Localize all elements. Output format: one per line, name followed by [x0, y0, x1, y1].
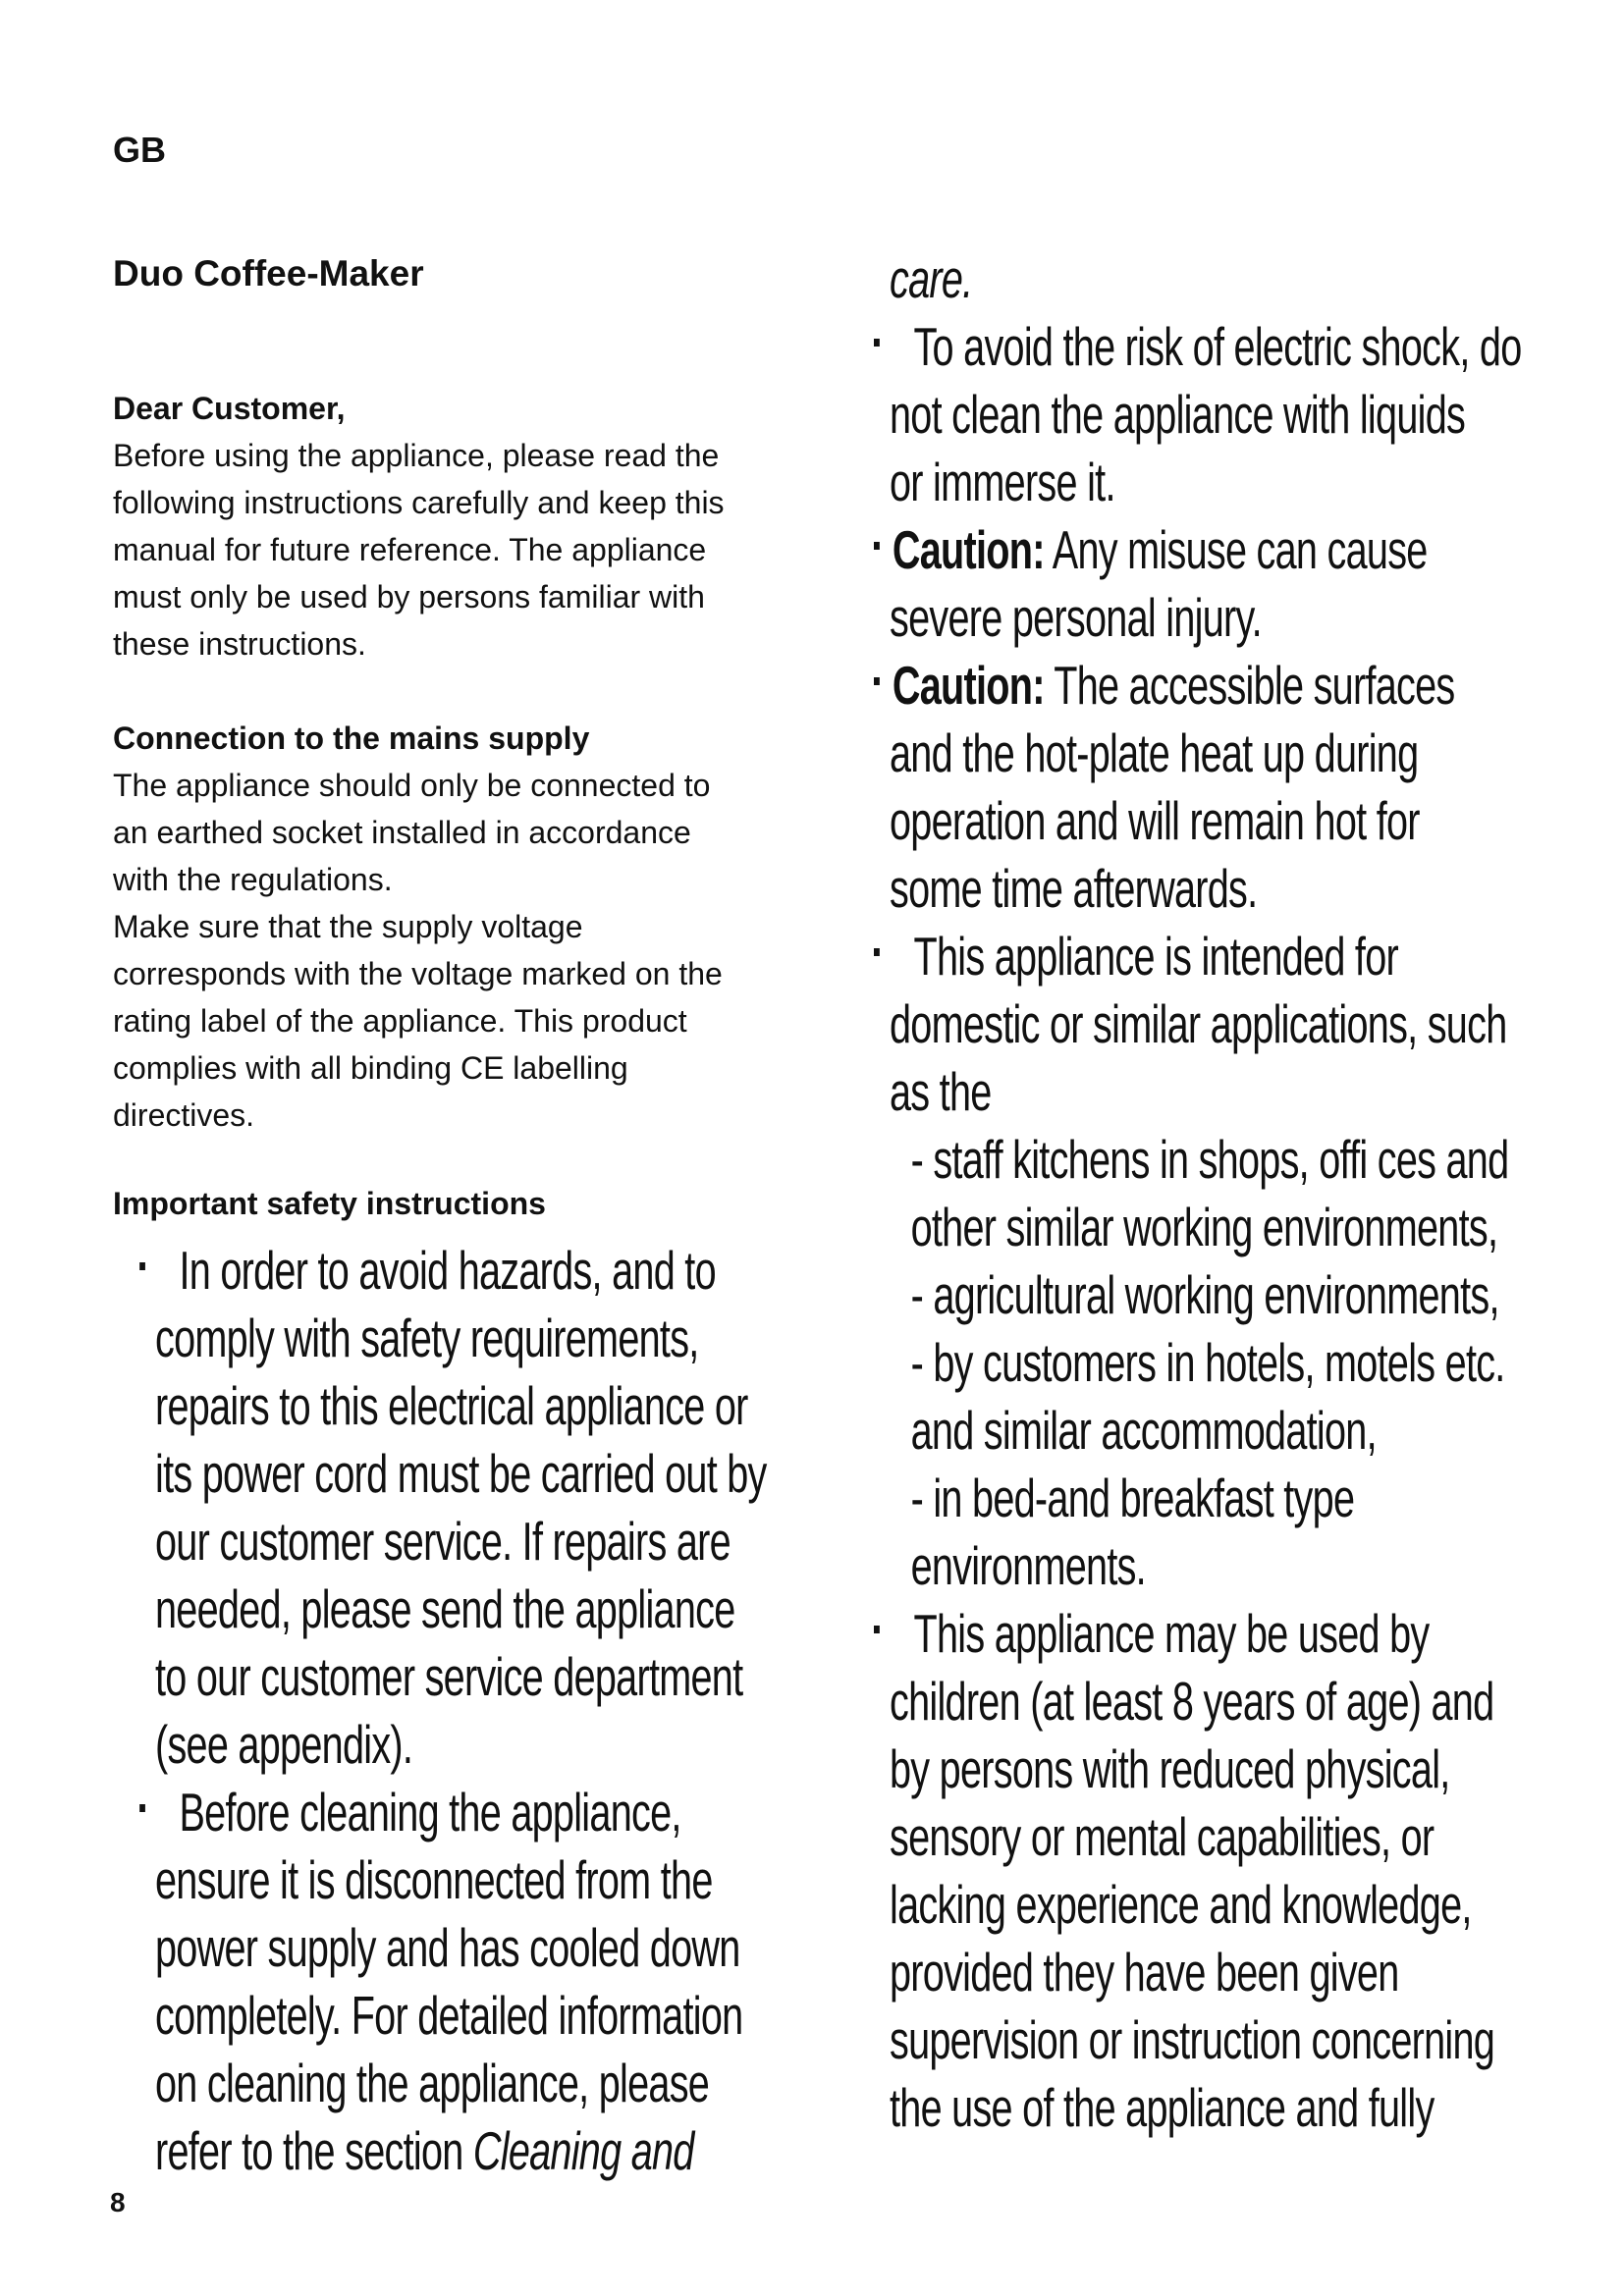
bullet-text: power supply and has cooled down — [155, 1917, 740, 1978]
greeting-section — [113, 385, 800, 667]
bullet-text: by persons with reduced physical, — [890, 1738, 1450, 1799]
mains-line: Make sure that the supply voltage — [113, 909, 583, 944]
sub-item: and similar accommodation, — [910, 1400, 1377, 1461]
bullet-text: ensure it is disconnected from the — [155, 1849, 713, 1910]
page-title: Duo Coffee-Maker — [113, 253, 424, 294]
mains-line: complies with all binding CE labelling — [113, 1050, 628, 1086]
bullet-text: refer to the section — [155, 2120, 473, 2181]
greeting-line: Before using the appliance, please read the — [113, 438, 720, 473]
bullet-dot-icon — [874, 542, 880, 550]
bullet-text: some time afterwards. — [890, 858, 1258, 919]
bullet-line — [890, 313, 1522, 381]
bullet-text: repairs to this electrical appliance or — [155, 1375, 748, 1436]
greeting-line: following instructions carefully and keep this — [113, 485, 725, 520]
bullet-line — [890, 516, 1522, 584]
safety-right-column — [890, 245, 1522, 2142]
bullet-dot-icon — [874, 677, 880, 685]
bullet-text: This appliance is intended for — [913, 926, 1398, 987]
bullet-text: children (at least 8 years of age) and — [890, 1671, 1494, 1732]
bullet-line — [890, 1600, 1522, 1668]
bullet-line — [155, 1779, 767, 1846]
sub-item: - staff kitchens in shops, offi ces and — [910, 1129, 1509, 1190]
bullet-text: severe personal injury. — [890, 587, 1262, 648]
mains-section — [113, 715, 800, 1139]
bullet-text: our customer service. If repairs are — [155, 1511, 731, 1572]
page-number: 8 — [110, 2187, 126, 2217]
greeting-line: must only be used by persons familiar with — [113, 579, 705, 614]
safety-bullet-1 — [155, 1237, 767, 2185]
mains-line: corresponds with the voltage marked on the — [113, 956, 723, 991]
sub-item: - agricultural working environments, — [910, 1264, 1499, 1325]
bullet-text: to our customer service department — [155, 1646, 743, 1707]
bullet-text: Before cleaning the appliance, — [179, 1782, 681, 1842]
bullet-dot-icon — [874, 948, 880, 956]
mains-heading: Connection to the mains supply — [113, 721, 590, 756]
bullet-text: or immerse it. — [890, 452, 1115, 512]
bullet-dot-icon — [139, 1804, 145, 1812]
bullet-text: operation and will remain hot for — [890, 790, 1420, 851]
bullet-text: In order to avoid hazards, and to — [179, 1240, 716, 1301]
bullet-text: its power cord must be carried out by — [155, 1443, 767, 1504]
bullet-text: This appliance may be used by — [913, 1603, 1430, 1664]
bullet-text: The accessible surfaces — [1054, 655, 1455, 716]
bullet-line — [155, 1237, 767, 1305]
mains-line: rating label of the appliance. This product — [113, 1003, 687, 1039]
bullet-text: sensory or mental capabilities, or — [890, 1806, 1435, 1867]
bullet-text: supervision or instruction concerning — [890, 2009, 1495, 2070]
country-code: GB — [113, 130, 166, 170]
bullet-dot-icon — [139, 1262, 145, 1270]
greeting-line: these instructions. — [113, 626, 366, 662]
bullet-line — [890, 923, 1522, 990]
bullet-text: needed, please send the appliance — [155, 1578, 735, 1639]
bullet-text: lacking experience and knowledge, — [890, 1874, 1472, 1935]
bullet-text: (see appendix). — [155, 1714, 413, 1775]
bullet-text: on cleaning the appliance, please — [155, 2053, 710, 2113]
mains-line: The appliance should only be connected to — [113, 768, 711, 803]
mains-line: with the regulations. — [113, 862, 393, 897]
mains-line: an earthed socket installed in accordance — [113, 815, 691, 850]
greeting-line: manual for future reference. The appliance — [113, 532, 707, 567]
caution-label: Caution: — [892, 655, 1045, 716]
bullet-text: To avoid the risk of electric shock, do — [913, 316, 1522, 377]
section-reference: care. — [890, 248, 973, 309]
safety-heading: Important safety instructions — [113, 1186, 546, 1221]
sub-item: - in bed-and breakfast type — [910, 1468, 1355, 1528]
bullet-dot-icon — [874, 1626, 880, 1633]
bullet-text — [890, 245, 1522, 313]
bullet-text: not clean the appliance with liquids — [890, 384, 1466, 445]
bullet-line — [890, 652, 1522, 720]
bullet-text: as the — [890, 1061, 992, 1122]
bullet-dot-icon — [874, 339, 880, 347]
bullet-text: Any misuse can cause — [1052, 519, 1428, 580]
bullet-text: comply with safety requirements, — [155, 1308, 699, 1368]
greeting-heading: Dear Customer, — [113, 391, 346, 426]
bullet-text: domestic or similar applications, such — [890, 993, 1507, 1054]
mains-line: directives. — [113, 1097, 255, 1133]
bullet-text: provided they have been given — [890, 1942, 1399, 2002]
sub-item: environments. — [910, 1535, 1146, 1596]
sub-item: other similar working environments, — [910, 1197, 1498, 1257]
bullet-line — [155, 2117, 767, 2185]
bullet-text: completely. For detailed information — [155, 1985, 743, 2046]
bullet-text: the use of the appliance and fully — [890, 2077, 1435, 2138]
bullet-text: and the hot-plate heat up during — [890, 722, 1419, 783]
sub-item: - by customers in hotels, motels etc. — [910, 1332, 1505, 1393]
section-reference: Cleaning and — [472, 2120, 694, 2181]
caution-label: Caution: — [892, 519, 1045, 580]
